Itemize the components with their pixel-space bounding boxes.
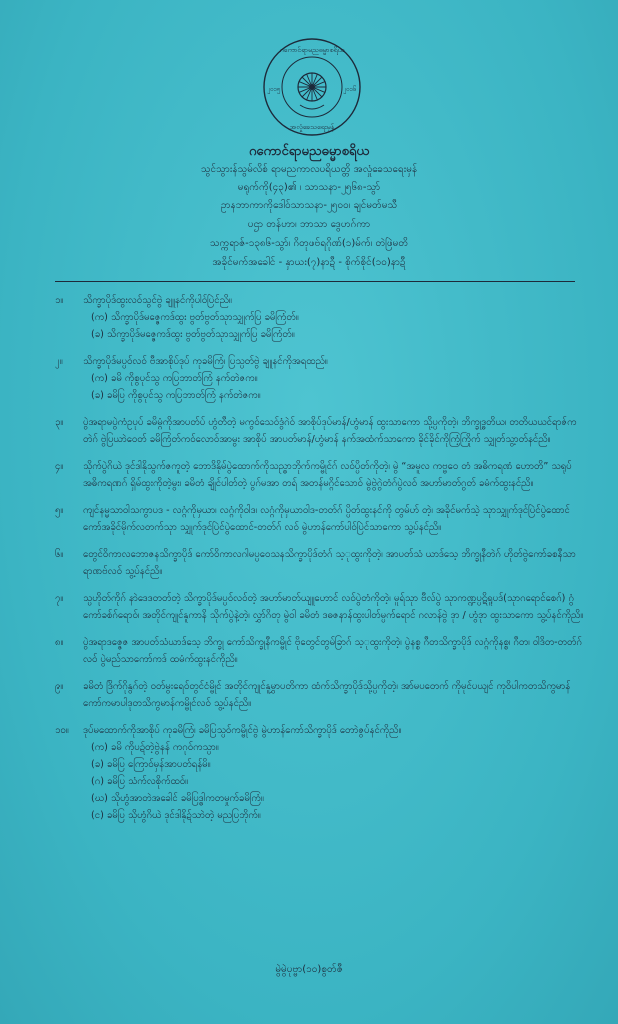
- list-item: [55, 292, 585, 343]
- item-text: သိက္ခာပိုဒ်မပ္ပဝ်လဝ် ဗီအာစိုပ်ဒုပ် ကုခမိကြံ၊ ပြသ္ပတ်ဗွဲ ချူနင်ကိုအရထည်။: [83, 356, 328, 367]
- list-item: [55, 458, 585, 492]
- item-number: ၂။: [55, 356, 63, 367]
- sub-item: (ခ) ခမိပြ ကိုစွပုင်သွ ကပြဘာတ်ကြံ နက်တဲဇက။: [91, 390, 261, 401]
- list-item: [55, 590, 585, 624]
- header-line-1: သွင်သွားန်သွမ်လိစ် ရာမညကာလပရိယတ္တိ အလှုံခေသရေးမှန်: [200, 164, 418, 175]
- item-number: ၅။: [55, 505, 64, 516]
- list-item: [55, 414, 585, 448]
- item-number: ၁၀။: [55, 725, 69, 736]
- sub-item: (ဃ) သိုဟွံအာတဲအခေါင် ခမိပြဒ္ဓါကတမှုက်ခမိကြံ။: [91, 793, 264, 804]
- item-text: သိက္ခာပိုဒ်ထွးလဝ်သွင်ဗွဲ ချူနင်ကိုပါဝ်ပြဲင်ညိ။: [83, 295, 232, 306]
- monastery-seal: [261, 36, 363, 138]
- item-number: ၄။: [55, 461, 64, 472]
- item-number: ၈။: [55, 637, 64, 648]
- document-title: ဂကောင်ရာမညဓမ္မာစရိယ: [248, 144, 370, 159]
- item-text: ဒုပ်မထောက်ကိုအာစိုပ် ကုခမိကြံ၊ ခမိပြသ္ပဝ်ကမ္ဗိုင်ဗွဲ မွဲဟာန်ကော်သိက္ခာပိုဒ် တောဲဇွပ်နင်ကိုညိ။: [83, 725, 402, 736]
- item-text: တွေင်ဝိကာလဘောဇနသိက္ခာပိုဒ် ကော်ဝိကာလဂါမပ္ပဝေသနသိက္ခာပိုဒ်တံဂ် သ့ုထွးကိုတဲ့၊ အာပတ်သံ ယာဒ်သေ့ ဘိက္ခုနီတဲဂ် ဟိုတ်ဗွဲကော်ခစနီသာရာဏဗ်လဝ် သွ့ပ်နင်ညိ။: [83, 549, 576, 577]
- sub-item: (က) ခမိ ကိုပဍ်တဲ့ဗွဲနန် ကဂုဝ်ကသ္ပာ။: [91, 742, 219, 753]
- list-item: [55, 546, 585, 580]
- item-text: ပွဲအရာမပွဲကံဥပုပ် ခမိမ္ဂံကိုအာပတ်ပ် ဟွံတီတဲ့ မကွဝ်သေဝ်ဒွံဂဲဝ် အာစိုပ်ဒုပ်မာန်/ဟွံမာန် ထွးသာကော သို့ပ္ပကိုတဲ့၊ ဘိက္ခုဒ္ဓတိယ၊ တတိယယင်ရာဇ်ကတဲဂ် ဗွဲပြယာဲဝေတ် ခမိကြံတ်ကဝ်လောဝ်အာမွး အာစိုပ် အာပတ်မာန်/ဟွံမာန် နက်အထံက်သာကော ခိုင်ခိုင်ကိုကြံ့ကြိုက် သျှုတ်သွ့ာတ်နင်ညိ။: [83, 417, 577, 445]
- seal-ring-top: ဂကောင်ရာမညဓမ္မာစရိယ: [279, 46, 345, 54]
- item-text: ပွဲအရာဒဇ္ဇေဇ အာပတ်သံယာဒ်သေ့ ဘိက္ခု ကော်သိက္ခုနီကမ္ဗိုင် ဗိုတွေင်တွမ်ခြာဂ် သ့ုထွးကိုတဲ့၊ ပွဲနစ္စ ဂီတသိက္ခာပိုဒ် လဂ္ဂံကိုနစ္စ၊ ဂီတ၊ ဝါဒိတ-တတ်ဂ်လဝ် ပွဲမည်သာကော်ကဒ် ထမံက်ထွးနင်ကိုညိ။: [83, 637, 582, 665]
- sub-item: (ဂ) ခမိပြ သံက်လစိုက်ထဝ်။: [91, 776, 189, 787]
- header-line-2: မရုက်ကို(၄၃)၏ ၊ သာသနာ-၂၅၆၈-သွာ်: [237, 182, 381, 193]
- sub-item: (င) ခမိပြ သိုဟွံဂိယဲ ဒုင်ဒါနိုဍ်သာဲတဲ့ မညပြဘိုက်။: [91, 810, 261, 821]
- numbered-list: [55, 292, 585, 834]
- sub-item: (က) သိက္ခာပိုဒ်မဇ္ဇေကဒ်ထွး ဗွတ်ဗွတ်သုာသျှုက်ပြ ခမိကြံတ်။: [91, 312, 299, 323]
- item-text: သိုက်ပွဲဂိယဲ ဒုင်ဒါနိုသွက်ဇကူတဲ့ ဘောဒိနိုမ်ပွဲထောက်ကိုသည္ဓာဘိုက်ကမ္ဗိုင်ဂ် လဝ်ပ္ပိတ်ကိုတဲ့၊ မွဲ “အမူလ ကဗ္ဗဝေ တံ အဓိကရဏံ ဟောတိ” သရုပ်အဓိကရဏဂ် ရှိမ်ထွးကိုတဲ့မွး၊ ခမိတံ ချိုင်ပါတ်တဲ့ ပွဂ်မအာ တရ် အတန်မဂ္ဂိင်သောဝ် မွဲဗွဲဂွဲတံဂ်ပွဲလဝ် အဟာ်မာတ်ဂွတ် ခမံက်ထွးနင်ညိ။: [83, 461, 572, 489]
- item-number: ၁။: [55, 295, 64, 306]
- seal-ring-bottom: အလှုံခေသရေးမှန်: [289, 123, 335, 131]
- list-item: [55, 634, 585, 668]
- sub-item: (ခ) ခမိပြ ကြောဝ်မှန်အာပတ်ရန်မိ။: [91, 759, 211, 770]
- footer-date: မွဲမွဲပုဗ္ဗာ(၁၀)စွတ်ဇီ: [275, 964, 343, 975]
- header-line-6: အခိုင်မက်အခေါင် - နှာယး(၇)နာဍီ - စိုက်စိုင်(၁၀)နာဍီ: [212, 257, 406, 268]
- sub-item: (က) ခမိ ကိုစွပုင်သွ ကပြဘာတ်ကြံ နက်တဲဇက။: [91, 373, 258, 384]
- list-item: [55, 722, 585, 824]
- header-line-3: ဥာနဘာကာကိုဒေါဝ်သာသနာ-၂၅၀၀၊ ချင်မတ်မသီ: [220, 200, 398, 211]
- header-line-4: ပဌာ တန်ဟာ၊ ဘာသာ ဒွေဟဂ်ကာ: [247, 219, 371, 230]
- seal-ring-left: ၂၀၁၅: [267, 86, 281, 93]
- header-line-5: သက္ကရာဇ်-၁၃၈၆-သွာ်၊ ဂိတုဖဗ်ရဂိုဏ်(၁)မ်က်၊ တဲဖြဲမတိ: [209, 238, 409, 249]
- item-number: ၆။: [55, 549, 64, 560]
- list-item: [55, 353, 585, 404]
- sub-item: (ခ) သိက္ခာပိုဒ်မဇ္ဇေကဒ်ထွး ဗွတ်ဗွတ်သုာသျှုက်ပြ ခမိကြံတ်။: [91, 329, 295, 340]
- item-text: ခမိတံ ဒြိက်ဂိုနွဂ်တဲ့ ဝတ်မွးရေဝ်တွင်ငံမ္ဗိုင် အတိုင်ကျုင်နူမွှာပတိကာ ထံက်သိက္ခာပိုဒ်သို့ပ္ပကိုတဲ့၊ အာ်မပတေက် ကိုမုင်ပယျင် ကုဝိပါကတသိကွမာန် ကော်ကမာပါဒုတသိကွမာန်ကမ္ဗိုင်လဝ် သွ့ပ်နင်ညိ။: [83, 681, 571, 709]
- seal-ring-right: ၂၀၁၆: [343, 86, 357, 93]
- item-number: ၇။: [55, 593, 64, 604]
- item-number: ၃။: [55, 417, 64, 428]
- list-item: [55, 678, 585, 712]
- item-number: ၉။: [55, 681, 64, 692]
- list-item: [55, 502, 585, 536]
- dharma-wheel-icon: [298, 73, 326, 109]
- item-text: သ္ပဟိုတ်ကိုဂ် နာဲဒေဒတတ်တဲ့ သိက္ခာပိုဒ်မပ္ပဝ်လဝ်တဲ့ အဟာ်မာတ်ယျူဟောင် လဝ်ပွဲတံကိုတဲ့၊ မူရ်သုာ ဗီလ်ပွဲ သုာကဏ္ဍပ္ပဋိရူပဒ်(သုာဂရောင်စေဂ်) ဂွံကော်ခစ်ဂ်ရောဝ်၊ အတိုင်ကျုင်နူကာနိ သိုက်ပွဲနဲ့တဲ့၊ လွှာ်ဂိတု မွဲဝါ ခမိတံ ဒဓဇနာန်ထွးပါတ်မ္ပက်ရောင် ဂလာန်ဗွဲ ဒုာ / ဟွံဒုာ ထွးသာကော သွ့ပ်နင်ကိုညိ။: [83, 593, 584, 621]
- item-text: ကျင်နမ္မသာဝါသကွာပဒ - လဂ္ဂံကိုမှယာ၊ လဂ္ဂံကိုဝါဒ၊ လဂ္ဂံကိုမှယာဝါဒ-တတ်ဂ် ပ္ပိတ်ထွးနင်ကို တွမ်ဟ် တဲ့၊ အခိုင်မက်သဲ့ သုာသျှုက်ဒုင်ပြဲင်ပွဲထောင် ကော်အခိုင်မိုက်လတက်သုာ သျှုက်ဒုင်ပြဲင်ပွဲထောင်-တတ်ဂ် လဝ် မွဲဟာန်ကော်ပါဝ်ပြဲင်သာကော သွ့ပ်နင်ညိ။: [83, 505, 570, 533]
- header-divider: [55, 281, 575, 282]
